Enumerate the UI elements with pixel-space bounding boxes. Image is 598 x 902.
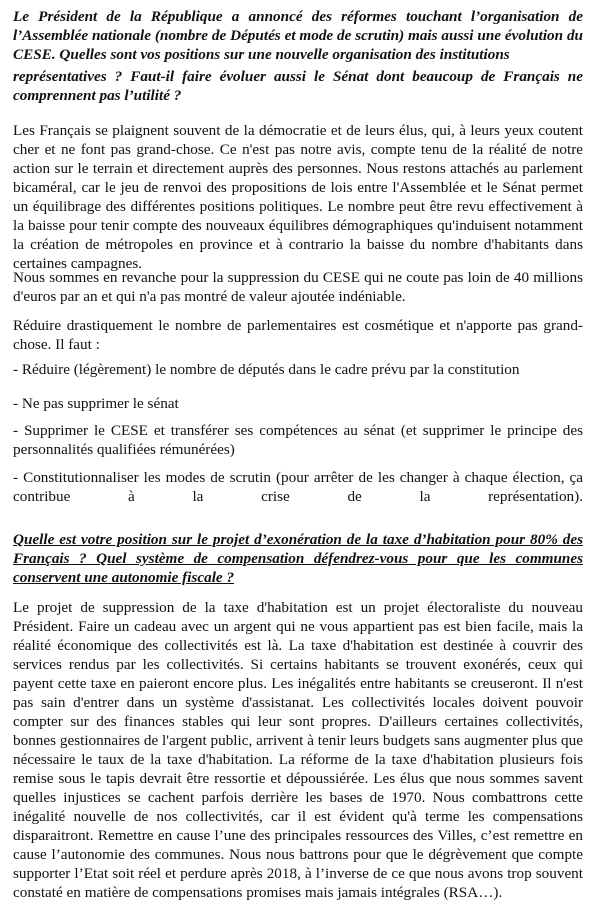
question-2: Quelle est votre position sur le projet d’exonération de la taxe d’habitation pour 80% des Français ? Quel système de compensation défendrez-vous pour que les communes conservent une autonomie fiscale ? (13, 531, 583, 586)
answer-1-bullet-3: - Supprimer le CESE et transférer ses compétences au sénat (et supprimer le principe des personnalités qualifiées rémunérées) (13, 422, 583, 458)
answer-1-bullet-1: - Réduire (légèrement) le nombre de députés dans le cadre prévu par la constitution (13, 361, 520, 378)
answer-1-bullet-4: - Constitutionnaliser les modes de scrutin (pour arrêter de les changer à chaque élection, ça contribue à la crise de la représentation). (13, 469, 583, 505)
answer-2-paragraph-1: Le projet de suppression de la taxe d'habitation est un projet électoraliste du nouveau Président. Faire un cadeau avec un argent qui ne vous appartient pas est bien facile, mais la réalité économique des collectivités est là. La taxe d'habitation est destinée à couvrir des services rendus par les collectivités. Si certains habitants se trouvent exonérés, ceux qui payent cette taxe en paieront encore plus. Les inégalités entre habitants se creuseront. Il n'est pas sain d'entrer dans un système d'assistanat. Les collectivités locales doivent pouvoir compter sur des finances stables qui leur sont propres. D'ailleurs certaines collectivités, bonnes gestionnaires de l'argent public, arrivent à tenir leurs budgets sans augmenter plus que nécessaire le taux de la taxe d'habitation. La réforme de la taxe d'habitation plusieurs fois remise sous le tapis devrait être ressortie et dépoussiérée. Les élus que nous sommes savent quelles injustices se cachent parfois derrière les bases de 1970. Nous combattrons cette inégalité nouvelle de nos collectivités, car il est évident qu'à terme les compensations disparaitront. Remettre en cause l’une des principales ressources des Villes, c’est remettre en cause l’autonomie des communes. Nous nous battrons pour que le dégrèvement que compte supporter l’Etat soit réel et perdure après 2018, à l’inverse de ce que nous avons trop souvent constaté en matière de compensations promises mais jamais intégrales (RSA…). (13, 599, 583, 901)
answer-1-paragraph-2: Nous sommes en revanche pour la suppression du CESE qui ne coute pas loin de 40 millions d'euros par an et qui n'a pas montré de valeur ajoutée indéniable. (13, 269, 583, 305)
answer-1-paragraph-3: Réduire drastiquement le nombre de parlementaires est cosmétique et n'apporte pas grand-chose. Il faut : (13, 317, 583, 353)
answer-1-bullet-2: - Ne pas supprimer le sénat (13, 395, 179, 412)
answer-1-paragraph-1: Les Français se plaignent souvent de la démocratie et de leurs élus, qui, à leurs yeux coutent cher et ne font pas grand-chose. Ce n'est pas notre avis, compte tenu de la réalité de notre action sur le terrain et directement auprès des personnes. Nous restons attachés au parlement bicaméral, car le jeu de renvoi des propositions de lois entre l'Assemblée et le Sénat permet un équilibrage des différentes positions politiques. Le nombre peut être revu effectivement à la baisse pour tenir compte des nouveaux équilibres démographiques qu'induisent notamment la création de métropoles en province et à contrario la baisse du nombre d'habitants dans certaines campagnes. (13, 122, 583, 272)
question-1-part-1: Le Président de la République a annoncé des réformes touchant l’organisation de l’Assemblée nationale (nombre de Députés et mode de scrutin) mais aussi une évolution du CESE. Quelles sont vos positions sur une nouvelle organisation des institutions (13, 8, 583, 63)
question-1-part-2: représentatives ? Faut-il faire évoluer aussi le Sénat dont beaucoup de Français ne comprennent pas l’utilité ? (13, 68, 583, 104)
